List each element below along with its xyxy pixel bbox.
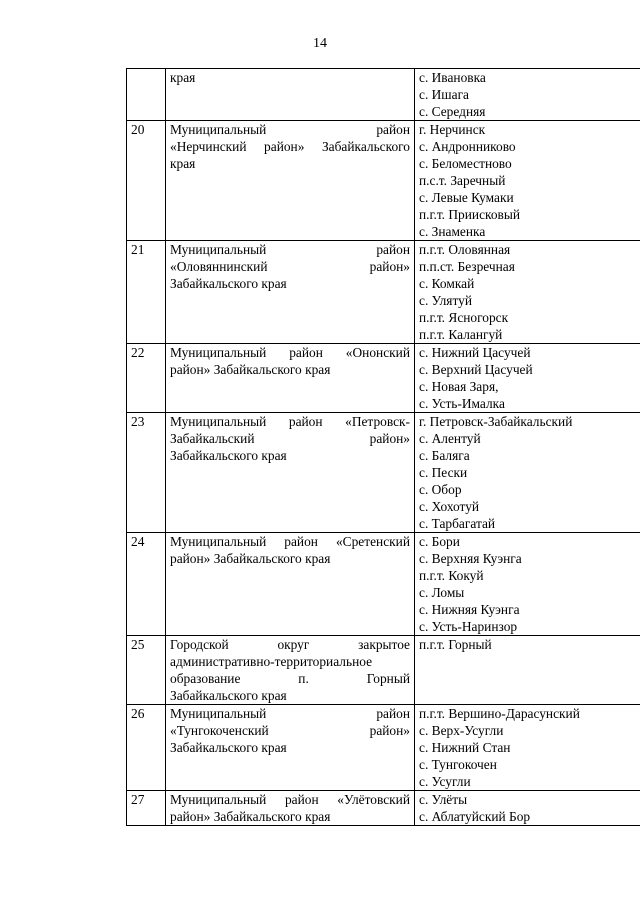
- settlement-item: с. Комкай: [419, 276, 475, 291]
- table-row: [127, 69, 640, 121]
- table-row: [127, 241, 640, 344]
- settlement-item: п.г.т. Оловянная: [419, 242, 511, 257]
- row-number-cell: 20: [127, 121, 166, 241]
- settlement-item: п.г.т. Кокуй: [419, 568, 484, 583]
- settlement-item: с. Верхняя Куэнга: [419, 551, 522, 566]
- settlements-cell: [415, 705, 640, 791]
- settlements-cell: [415, 413, 640, 533]
- settlement-item: с. Андронниково: [419, 139, 516, 154]
- row-number-cell: 27: [127, 791, 166, 826]
- settlements-cell: [415, 791, 640, 826]
- municipality-name-line: Забайкальского края: [170, 688, 287, 703]
- settlement-item: с. Нижний Цасучей: [419, 345, 531, 360]
- row-number-cell: 21: [127, 241, 166, 344]
- settlement-item: с. Алентуй: [419, 431, 481, 446]
- municipality-name-line: Муниципальный район «Петровск-: [170, 414, 410, 429]
- settlements-cell: [415, 636, 640, 705]
- municipality-name-cell: [166, 791, 415, 826]
- settlement-item: с. Беломестново: [419, 156, 512, 171]
- settlement-item: с. Баляга: [419, 448, 470, 463]
- table-row: [127, 413, 640, 533]
- table-row: [127, 636, 640, 705]
- municipality-name-line: Муниципальный район «Улётовский: [170, 792, 410, 807]
- municipality-name-line: район» Забайкальского края: [170, 362, 331, 377]
- settlement-item: с. Улятуй: [419, 293, 472, 308]
- municipality-name-cell: [166, 344, 415, 413]
- municipality-name-cell: [166, 241, 415, 344]
- municipality-name-line: «Нерчинский район» Забайкальского: [170, 139, 410, 154]
- settlement-item: с. Пески: [419, 465, 468, 480]
- table-row: [127, 791, 640, 826]
- municipality-name-cell: [166, 413, 415, 533]
- page-number: 14: [313, 36, 327, 51]
- row-number-cell: 22: [127, 344, 166, 413]
- settlement-item: с. Хохотуй: [419, 499, 480, 514]
- settlement-item: с. Верхний Цасучей: [419, 362, 533, 377]
- municipality-name-line: Муниципальный район «Ононский: [170, 345, 410, 360]
- table-body: [127, 69, 640, 826]
- municipalities-table: [126, 68, 640, 826]
- municipality-name-cell: [166, 705, 415, 791]
- settlement-item: с. Левые Кумаки: [419, 190, 514, 205]
- settlement-item: с. Ломы: [419, 585, 465, 600]
- settlement-item: с. Знаменка: [419, 224, 486, 239]
- settlement-item: с. Верх-Усугли: [419, 723, 504, 738]
- municipality-name-line: Муниципальный район «Сретенский: [170, 534, 410, 549]
- settlement-item: с. Новая Заря,: [419, 379, 499, 394]
- municipality-name-line: Забайкальского края: [170, 740, 287, 755]
- settlement-item: г. Нерчинск: [419, 122, 486, 137]
- settlements-cell: [415, 69, 640, 121]
- settlement-item: с. Середняя: [419, 104, 486, 119]
- municipality-name-line: образование п. Горный: [170, 671, 410, 686]
- settlement-item: п.п.ст. Безречная: [419, 259, 515, 274]
- settlement-item: с. Нижний Стан: [419, 740, 511, 755]
- settlement-item: п.г.т. Горный: [419, 637, 492, 652]
- settlement-item: с. Тунгокочен: [419, 757, 497, 772]
- municipality-name-cell: [166, 533, 415, 636]
- row-number-cell: 26: [127, 705, 166, 791]
- municipality-name-line: район» Забайкальского края: [170, 551, 331, 566]
- municipality-name-line: края: [170, 70, 196, 85]
- municipality-name-line: Городской округ закрытое: [170, 637, 410, 652]
- settlement-item: п.г.т. Калангуй: [419, 327, 503, 342]
- municipality-name-cell: [166, 121, 415, 241]
- settlement-item: с. Усть-Наринзор: [419, 619, 518, 634]
- row-number-cell: 24: [127, 533, 166, 636]
- municipality-name-line: края: [170, 156, 196, 171]
- settlement-item: с. Аблатуйский Бор: [419, 809, 531, 824]
- row-number-cell: [127, 69, 166, 121]
- municipality-name-line: Забайкальского края: [170, 276, 287, 291]
- settlement-item: с. Тарбагатай: [419, 516, 496, 531]
- settlement-item: п.с.т. Заречный: [419, 173, 506, 188]
- table-row: [127, 344, 640, 413]
- settlement-item: с. Улёты: [419, 792, 468, 807]
- settlement-item: с. Ишага: [419, 87, 469, 102]
- settlements-cell: [415, 344, 640, 413]
- settlement-item: с. Усугли: [419, 774, 471, 789]
- municipality-name-line: район» Забайкальского края: [170, 809, 331, 824]
- municipality-name-line: Муниципальный район: [170, 706, 410, 721]
- settlement-item: с. Нижняя Куэнга: [419, 602, 520, 617]
- municipality-name-cell: [166, 69, 415, 121]
- settlement-item: г. Петровск-Забайкальский: [419, 414, 573, 429]
- row-number-cell: 25: [127, 636, 166, 705]
- municipality-name-line: административно-территориальное: [170, 654, 373, 669]
- municipality-name-line: «Тунгокоченский район»: [170, 723, 410, 738]
- settlement-item: с. Обор: [419, 482, 462, 497]
- municipality-name-line: Муниципальный район: [170, 242, 410, 257]
- table-row: [127, 705, 640, 791]
- municipality-name-line: Муниципальный район: [170, 122, 410, 137]
- row-number-cell: 23: [127, 413, 166, 533]
- settlement-item: п.г.т. Ясногорск: [419, 310, 509, 325]
- municipality-name-line: Забайкальский район»: [170, 431, 410, 446]
- municipality-name-line: Забайкальского края: [170, 448, 287, 463]
- settlements-cell: [415, 533, 640, 636]
- settlements-cell: [415, 241, 640, 344]
- municipality-name-line: «Оловяннинский район»: [170, 259, 410, 274]
- table-row: [127, 533, 640, 636]
- table-row: [127, 121, 640, 241]
- settlement-item: п.г.т. Приисковый: [419, 207, 521, 222]
- settlement-item: с. Усть-Ималка: [419, 396, 505, 411]
- settlements-cell: [415, 121, 640, 241]
- municipality-name-cell: [166, 636, 415, 705]
- settlement-item: с. Ивановка: [419, 70, 486, 85]
- settlement-item: п.г.т. Вершино-Дарасунский: [419, 706, 580, 721]
- settlement-item: с. Бори: [419, 534, 460, 549]
